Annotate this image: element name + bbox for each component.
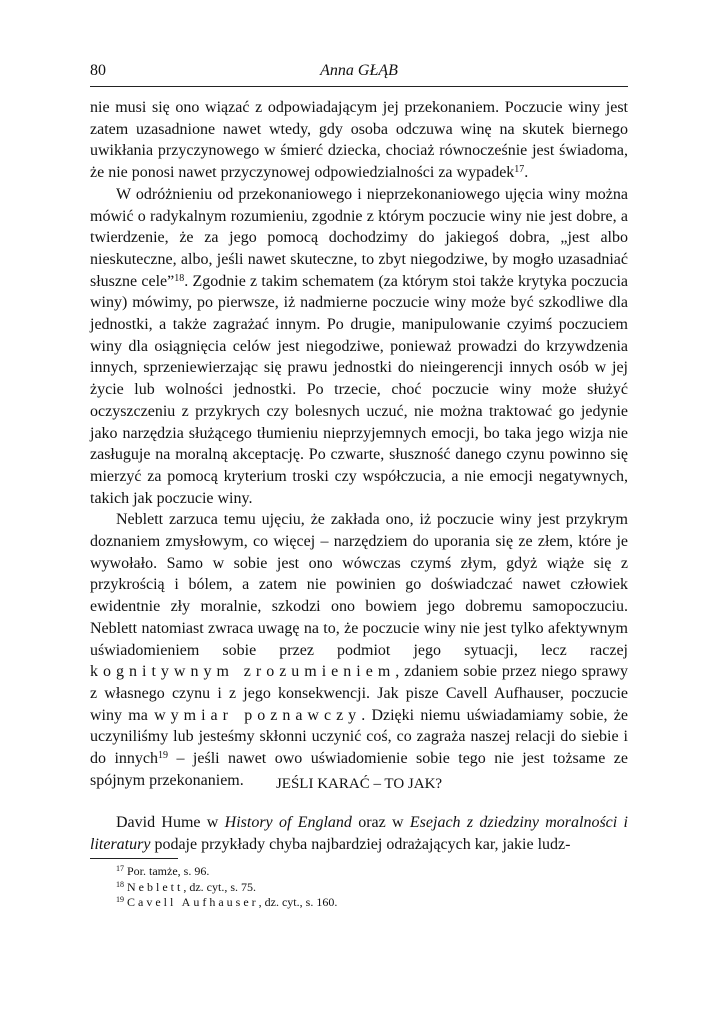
paragraph — [90, 812, 628, 856]
footnote-number: 17 — [116, 864, 124, 873]
book-title: Esejach z dziedziny moralności i literatury — [90, 814, 628, 853]
paragraph — [90, 97, 628, 184]
footnote-author: Cavell Aufhauser — [127, 895, 259, 909]
text-run: oraz w — [351, 814, 410, 831]
book-title: History of England — [224, 814, 352, 831]
footnote-ref: 19 — [158, 750, 169, 762]
text-run: podaje przykłady chyba najbardziej odrażających kar, jakie ludz- — [150, 836, 571, 853]
text-run: – jeśli nawet owo uświadomienie sobie tego nie jest tożsame ze spójnym przekonaniem. — [90, 750, 629, 789]
spaced-emphasis: kognitywnym zrozumieniem — [90, 663, 396, 681]
footnote-text: , dz. cyt., s. 75. — [183, 879, 256, 894]
main-text — [90, 97, 628, 792]
section-heading: JEŚLI KARAĆ – TO JAK? — [275, 776, 443, 792]
spaced-emphasis: wymiar poznawczy — [154, 706, 362, 724]
text-run: nie musi się ono wiązać z odpowiadającym jej przekonaniem. Poczucie winy jest zatem uzasadnione nawet wtedy, gdy osoba odczuwa winę na skutek biernego uwikłania przyczynowego w śmierć dziecka, chociaż równocześnie jest świadoma, że nie ponosi nawet przyczynowej odpowiedzialności za wypadek — [90, 99, 628, 182]
footnote — [116, 880, 616, 896]
text-run: Neblett zarzuca temu ujęciu, że zakłada ono, iż poczucie winy jest przykrym doznaniem zmysłowym, co więcej – narzędziem do uporania się ze złem, które je wywołało. Samo w sobie jest ono wówczas czymś złym, gdyż wiąże się z przykrością i bólem, a zatem nie powinien go doświadczać nawet człowiek ewidentnie zły moralnie, szkodzi ono bowiem jego dobremu samopoczuciu. Neblett natomiast zwraca uwagę na to, że poczucie winy nie jest tylko afektywnym uświadomieniem sobie przez podmiot jego sytuacji, lecz raczej — [90, 511, 628, 659]
paragraph — [90, 509, 628, 791]
page-header — [90, 62, 628, 86]
text-run: , zdaniem sobie przez niego sprawy z własnego czynu i z jego konsekwencji. Jak pisze Cavell Aufhauser, poczucie winy ma — [90, 663, 629, 724]
footnote — [116, 864, 616, 880]
text-run: . — [524, 164, 529, 182]
footnotes — [116, 864, 616, 911]
footnote-ref: 18 — [174, 272, 185, 284]
footnote-author: Neblett — [127, 879, 184, 894]
footnote-number: 18 — [116, 879, 124, 889]
paragraph — [90, 184, 628, 510]
section-text — [90, 812, 628, 856]
text-run: W odróżnieniu od przekonaniowego i nieprzekonaniowego ujęcia winy można mówić o radykalnym rozumieniu, zgodnie z którym poczucie winy nie jest dobre, a twierdzenie, że za jego pomocą dochodzimy do jakiegoś dobra, „jest albo nieskuteczne, albo, jeśli nawet skuteczne, to zbyt niegodziwe, by mogło uzasadniać słuszne cele” — [90, 185, 628, 290]
page-number: 80 — [90, 62, 106, 79]
text-run: David Hume w — [116, 814, 225, 831]
footnote-text: , dz. cyt., s. 160. — [258, 895, 338, 909]
running-head: Anna GŁĄB — [320, 62, 398, 79]
footnote-number: 19 — [116, 895, 124, 904]
footnote-ref: 17 — [514, 164, 525, 176]
footnote-rule — [90, 858, 178, 859]
text-run: . Zgodnie z takim schematem (za którym stoi także krytyka poczucia winy) mówimy, po pierwsze, iż nadmierne poczucie winy może być szkodliwe dla jednostki, a także zagrażać innym. Po drugie, manipulowanie czyimś poczuciem winy dla osiągnięcia celów jest niegodziwe, ponieważ prowadzi do krzywdzenia innych, sprzeniewierzając się prawu jednostki do nieingerencji innych osób w jej życie lub wolności jednostki. Po trzecie, choć poczucie winy może służyć oczyszczeniu z przykrych czy bolesnych uczuć, nie można traktować go jedynie jako narzędzia służącego tłumieniu nieprzyjemnych emocji, bo taka jego wizja nie zasługuje na moralną akceptację. Po czwarte, słuszność danego czynu powinno się mierzyć za pomocą kryterium troski czy współczucia, a nie emocji negatywnych, takich jak poczucie winy. — [90, 272, 629, 507]
footnote-text: Por. tamże, s. 96. — [127, 864, 210, 878]
header-rule — [90, 86, 628, 87]
text-run: . Dzięki niemu uświadamiamy sobie, że uczyniliśmy lub jesteśmy skłonni uczynić coś, co zagraża naszej relacji do siebie i do innych — [90, 706, 628, 768]
footnote — [116, 895, 616, 911]
